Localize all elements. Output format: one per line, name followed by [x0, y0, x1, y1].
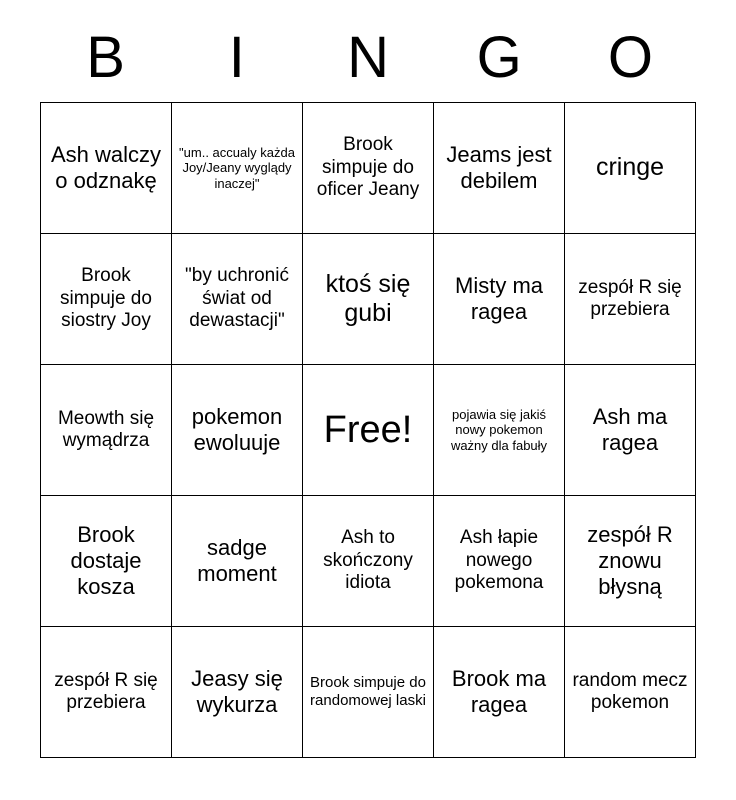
bingo-cell-text: zespół R się przebiera — [54, 669, 158, 713]
bingo-cell[interactable] — [172, 103, 303, 234]
bingo-letter-b: B — [86, 25, 125, 90]
bingo-row — [41, 103, 696, 234]
bingo-cell-text: Brook simpuje do oficer Jeany — [316, 134, 420, 201]
bingo-cell[interactable] — [565, 627, 696, 758]
bingo-cell[interactable] — [303, 496, 434, 627]
bingo-cell-text: cringe — [595, 153, 665, 182]
bingo-cell-text: Free! — [323, 408, 413, 451]
bingo-cell[interactable] — [434, 365, 565, 496]
bingo-cell-text: Ash łapie nowego pokemona — [454, 527, 544, 594]
bingo-cell[interactable] — [565, 496, 696, 627]
bingo-letter-i: I — [228, 25, 245, 90]
bingo-cell-text: random mecz pokemon — [572, 669, 688, 713]
bingo-cell-text: "by uchronić świat od dewastacji" — [185, 265, 289, 332]
bingo-cell-text: Brook ma ragea — [451, 666, 547, 717]
bingo-cell[interactable] — [172, 496, 303, 627]
bingo-cell-free[interactable] — [303, 365, 434, 496]
bingo-cell[interactable] — [565, 365, 696, 496]
bingo-cell-text: "um.. accualy każda Joy/Jeany wyglądy inaczej" — [179, 145, 295, 191]
bingo-header — [40, 0, 696, 94]
bingo-letter-o: O — [607, 25, 653, 90]
bingo-cell[interactable] — [303, 234, 434, 365]
bingo-cell-text: pojawia się jakiś nowy pokemon ważny dla fabuły — [450, 407, 548, 453]
bingo-cell[interactable] — [303, 103, 434, 234]
bingo-cell[interactable] — [41, 234, 172, 365]
bingo-row — [41, 234, 696, 365]
bingo-cell[interactable] — [434, 103, 565, 234]
bingo-cell[interactable] — [434, 496, 565, 627]
bingo-row — [41, 496, 696, 627]
bingo-row — [41, 627, 696, 758]
bingo-cell-text: zespół R się przebiera — [578, 276, 682, 320]
bingo-row — [41, 365, 696, 496]
bingo-cell-text: pokemon ewoluuje — [191, 404, 283, 455]
bingo-cell-text: Jeams jest debilem — [446, 142, 552, 193]
bingo-grid — [40, 102, 696, 758]
bingo-cell-text: sadge moment — [197, 535, 277, 586]
bingo-cell[interactable] — [303, 627, 434, 758]
bingo-cell-text: Jeasy się wykurza — [191, 666, 283, 717]
bingo-cell-text: Brook simpuje do randomowej laski — [310, 674, 426, 709]
bingo-cell-text: zespół R znowu błysną — [587, 522, 673, 599]
bingo-cell[interactable] — [41, 627, 172, 758]
bingo-cell[interactable] — [172, 627, 303, 758]
bingo-cell[interactable] — [41, 365, 172, 496]
bingo-cell[interactable] — [41, 103, 172, 234]
bingo-cell-text: ktoś się gubi — [325, 269, 411, 327]
bingo-cell[interactable] — [565, 103, 696, 234]
bingo-letter-n: N — [347, 25, 389, 90]
bingo-letter-g: G — [476, 25, 522, 90]
bingo-cell-text: Ash walczy o odznakę — [50, 142, 162, 193]
bingo-cell[interactable] — [172, 365, 303, 496]
bingo-cell[interactable] — [41, 496, 172, 627]
bingo-cell-text: Brook dostaje kosza — [70, 522, 142, 599]
bingo-cell[interactable] — [172, 234, 303, 365]
bingo-cell[interactable] — [565, 234, 696, 365]
bingo-cell[interactable] — [434, 627, 565, 758]
bingo-cell-text: Meowth się wymądrza — [57, 407, 155, 451]
bingo-cell-text: Ash to skończony idiota — [323, 527, 413, 594]
bingo-cell-text: Ash ma ragea — [592, 404, 668, 455]
bingo-cell[interactable] — [434, 234, 565, 365]
bingo-cell-text: Brook simpuje do siostry Joy — [60, 265, 152, 332]
bingo-cell-text: Misty ma ragea — [455, 273, 543, 324]
